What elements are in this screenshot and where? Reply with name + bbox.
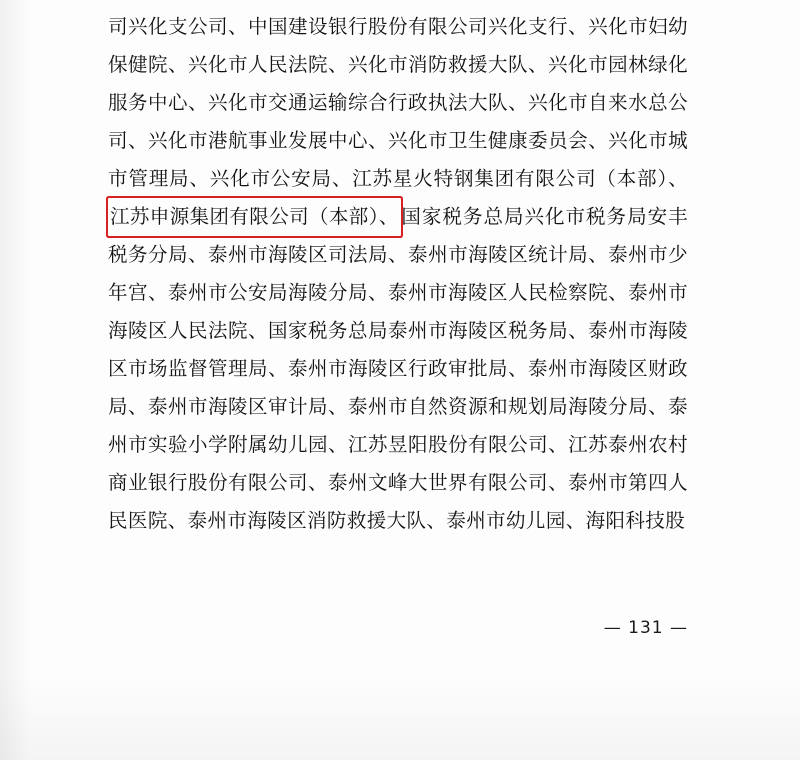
paragraph-line: 附属幼儿园、江苏昱阳股份有限公司、江苏泰州农村商业银行 (108, 433, 689, 494)
paragraph-line: 泰州市海陵区人民检察院、泰州市海陵区人民法院、国家税务 (108, 281, 688, 342)
paragraph-line: 委员会、兴化市城市管理局、兴化市公安局、江苏星火特钢集 (108, 129, 689, 190)
paragraph-line: 州市海陵区统计局、泰州市少年宫、泰州市公安局海陵分局、 (108, 243, 689, 304)
paragraph-line: 务总局兴化市税务局安丰税务分局、泰州市海陵区司法局、泰 (108, 205, 688, 266)
body-paragraph (108, 8, 688, 540)
paragraph-line: 审计局、泰州市自然资源和规划局海陵分局、泰州市实验小学 (108, 395, 688, 456)
paragraph-line: 州市海陵区行政审批局、泰州市海陵区财政局、泰州市海陵区 (108, 357, 688, 418)
paragraph-line: 国家税 (400, 205, 463, 228)
paragraph-line: 园林绿化服务中心、兴化市交通运输综合行政执法大队、兴化 (108, 53, 688, 114)
page-edge-shadow-left (0, 0, 30, 760)
paragraph-line: 市自来水总公司、兴化市港航事业发展中心、兴化市卫生健康 (108, 91, 688, 152)
paragraph-line: 院、泰州市海陵区消防救援大队、泰州市幼儿园、海阳科技股 (147, 509, 686, 532)
page-edge-shadow-bottom (0, 670, 800, 760)
paragraph-line: 股份有限公司、泰州文峰大世界有限公司、泰州市第四人民医 (108, 471, 688, 532)
page-number: — 131 — (603, 618, 688, 638)
page-body (108, 8, 688, 540)
paragraph-line: 总局泰州市海陵区税务局、泰州市海陵区市场监督管理局、泰 (108, 319, 688, 380)
paragraph-line: 司兴化支公司、中国建设银行股份有限公司兴化支行、兴化市 (108, 15, 649, 38)
paragraph-line: 团有限公司（本部）、 (494, 167, 688, 190)
paragraph-line: 妇幼保健院、兴化市人民法院、兴化市消防救援大队、兴化市 (108, 15, 688, 76)
highlighted-company-name: 江苏申源集团有限公司（本部）、 (108, 198, 401, 236)
